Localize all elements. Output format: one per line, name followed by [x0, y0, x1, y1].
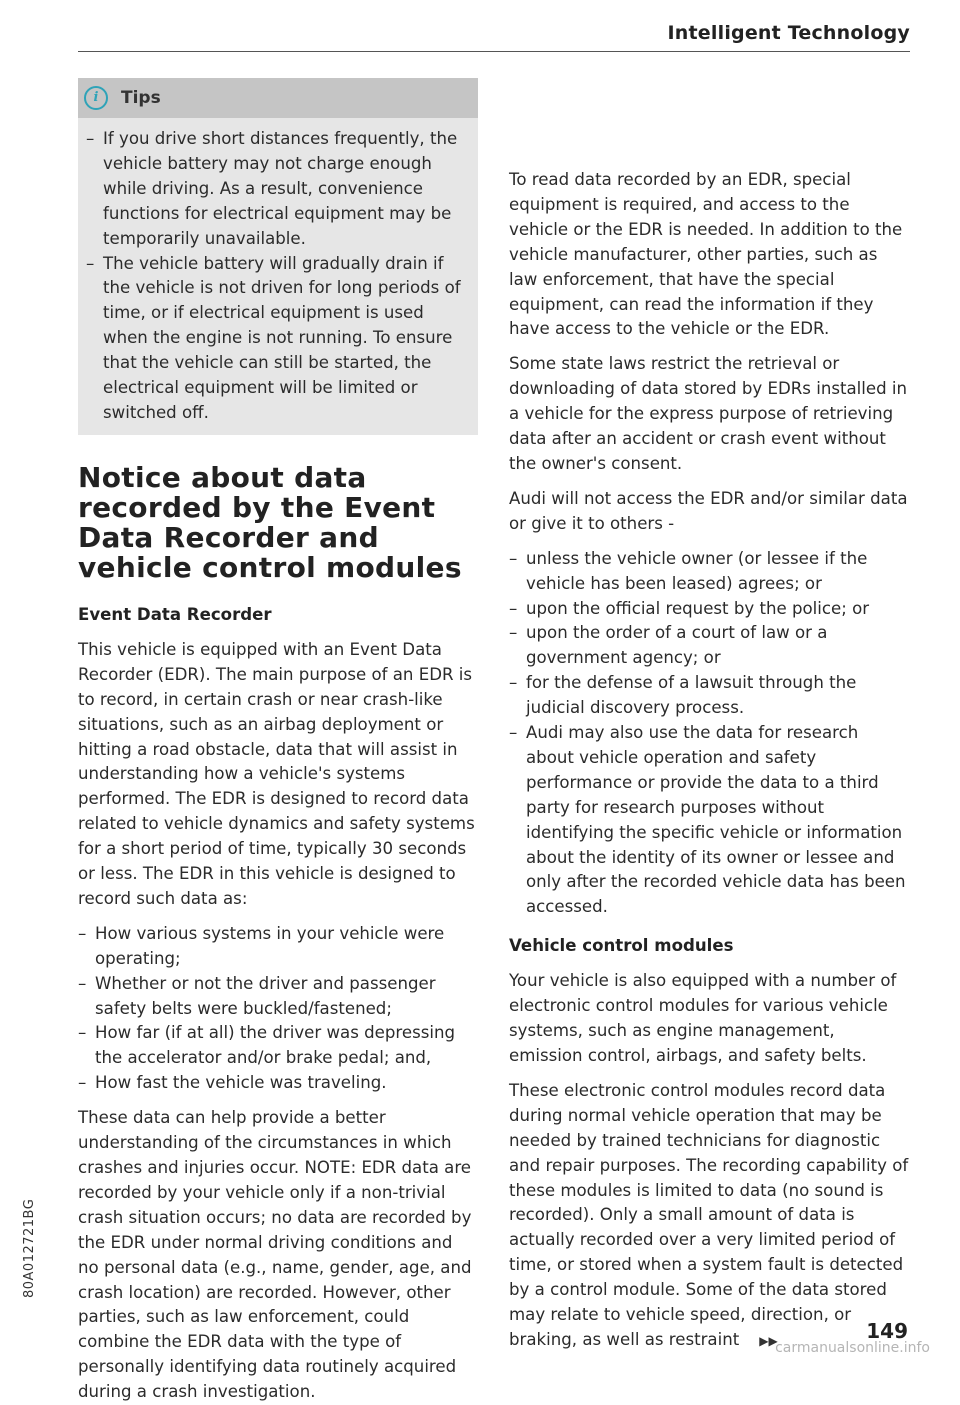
list-item: – upon the official request by the police; or: [509, 598, 870, 618]
vcm-heading: Vehicle control modules: [509, 936, 734, 956]
list-item: – How various systems in your vehicle were operating;: [78, 923, 445, 968]
right-column: [509, 78, 909, 1354]
edr-paragraph: Some state laws restrict the retrieval or downloading of data stored by EDRs installed in a vehicle for the express purpose of retrieving data after an accident or crash event without the owner's consent.: [509, 354, 908, 473]
continue-arrow-icon: ▶▶: [759, 1333, 778, 1348]
edr-data-list: [78, 922, 478, 1096]
tips-box: [78, 78, 478, 435]
vcm-paragraph: These electronic control modules record data during normal vehicle operation that may be needed by trained technicians for diagnostic and repair purposes. The recording capability of these modules is limited to data (no sound is recorded). Only a small amount of data is actually recorded over a very limited period of time, or stored when a system fault is detected by a control module. Some of the data stored may relate to vehicle speed, direction, or braking, as well as restraint ▶▶: [509, 1080, 909, 1349]
page-number: 149: [866, 1319, 908, 1343]
edr-paragraph: These data can help provide a better understanding of the circumstances in which crashes and injuries occur. NOTE: EDR data are recorded by your vehicle only if a non-trivial crash situation occurs; no data are recorded by the EDR under normal driving conditions and no personal data (e.g., name, gender, age, and crash location) are recorded. However, other parties, such as law enforcement, could combine the EDR data with the type of personally identifying data routinely acquired during a crash investigation.: [78, 1108, 472, 1402]
header-title: Intelligent Technology: [667, 22, 910, 44]
edr-intro: This vehicle is equipped with an Event Data Recorder (EDR). The main purpose of an EDR is to record, in certain crash or near crash-like situations, such as an airbag deployment or hitting a road obstacle, data that will assist in understanding how a vehicle's systems performed. The EDR is designed to record data related to vehicle dynamics and safety systems for a short period of time, typically 30 seconds or less. The EDR in this vehicle is designed to record such data as:: [78, 639, 475, 908]
tips-list: [78, 118, 478, 426]
section-title: Notice about data recorded by the Event Data Recorder and vehicle control modules: [78, 460, 462, 584]
header-rule: [78, 51, 910, 52]
list-item: – for the defense of a lawsuit through the judicial discovery process.: [509, 673, 857, 718]
list-item: – Whether or not the driver and passenger safety belts were buckled/fastened;: [78, 973, 436, 1018]
info-icon: i: [84, 86, 108, 110]
edr-paragraph: To read data recorded by an EDR, special equipment is required, and access to the vehicle or the EDR is needed. In addition to the vehicle manufacturer, other parties, such as law enforcement, that have the special equipment, can read the information if they have access to the vehicle or the EDR.: [509, 170, 903, 339]
edr-heading: Event Data Recorder: [78, 604, 272, 624]
list-item: – upon the order of a court of law or a government agency; or: [509, 623, 828, 668]
vcm-paragraph: Your vehicle is also equipped with a number of electronic control modules for various vehicle systems, such as engine management, emission control, airbags, and safety belts.: [509, 971, 897, 1065]
list-item: – How far (if at all) the driver was depressing the accelerator and/or brake pedal; and,: [78, 1023, 456, 1068]
list-item: – unless the vehicle owner (or lessee if the vehicle has been leased) agrees; or: [509, 548, 868, 593]
left-column: [78, 78, 478, 1405]
list-item: – Audi may also use the data for research about vehicle operation and safety performance or provide the data to a third party for research purposes without identifying the specific vehicle or information about the identity of its owner or lessee and only after the recorded vehicle data has been accessed.: [509, 723, 906, 917]
tips-title: Tips: [121, 88, 161, 108]
list-item: – How fast the vehicle was traveling.: [78, 1073, 387, 1093]
tips-item: – The vehicle battery will gradually drain if the vehicle is not driven for long periods of time, or if electrical equipment is used when the engine is not running. To ensure that the vehicle can still be started, the electrical equipment will be limited or switched off.: [86, 253, 461, 422]
watermark: carmanualsonline.info: [775, 1340, 930, 1356]
tips-header: [78, 78, 478, 118]
tips-item: – If you drive short distances frequently, the vehicle battery may not charge enough while driving. As a result, convenience functions for electrical equipment may be temporarily unavailable.: [86, 129, 458, 248]
edr-paragraph: Audi will not access the EDR and/or similar data or give it to others -: [509, 488, 908, 533]
edr-conditions-list: [509, 547, 909, 921]
document-code: 80A012721BG: [22, 1198, 37, 1298]
